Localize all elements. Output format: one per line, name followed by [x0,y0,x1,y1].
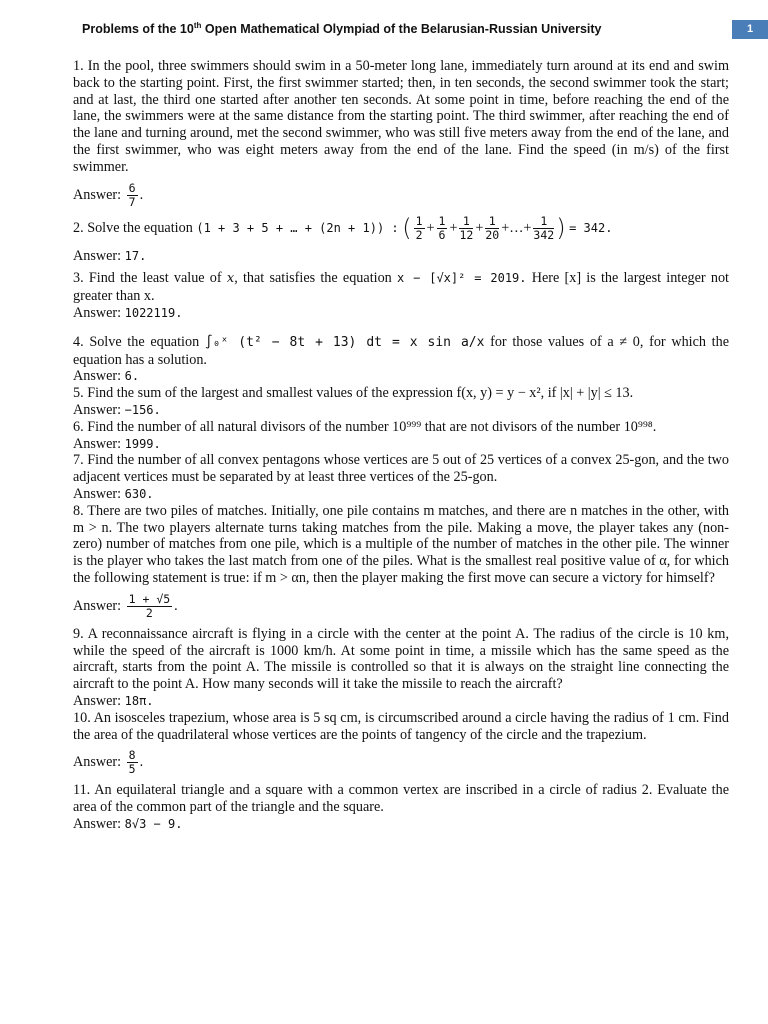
problem-11-text: 11. An equilateral triangle and a square with a common vertex are inscribed in a circle of radius 2. Evaluate the area of the common part of the triangle and the square. [73,782,729,816]
problem-2-answer: Answer: 17. [73,247,147,264]
problem-6-text: 6. Find the number of all natural divisors of the number 10⁹⁹⁹ that are not divisors of the number 10⁹⁹⁸. [73,418,657,435]
problem-4-answer: Answer: 6. [73,368,140,385]
problem-9-text: 9. A reconnaissance aircraft is flying in a circle with the center at the point A. The radius of the circle is 10 km, while the speed of the aircraft is 1000 km/h. At some point in time, a missile which has the same speed as the aircraft, starts from the point A. The missile is controlled so that it is always on the straight line connecting the aircraft to the point A. How many seconds will it take the missile to reach the aircraft? [73,625,729,693]
page-number-badge: 1 [732,20,768,39]
problem-8-answer: Answer: $\frac{1 + √5}{2}$ . [73,591,178,620]
problem-1-text: 1. In the pool, three swimmers should swim in a 50-meter long lane, immediately turn around at its end and swim back to the starting point. First, the first swimmer started; then, in ten seconds, the second swimmer took the start; and at last, the third one started after another ten seconds. At some point in time, before reaching the end of the lane, the swimmers were at the same distance from the starting point. The third swimmer, after reaching the end of the lane and turning around, met the second swimmer, who was still five meters away from the end of the lane, and the first swimmer, who was eight meters away from the end of the lane. Find the speed (in m/s) of the first swimmer. [73,58,729,175]
problem-3-answer: Answer: 1022119. [73,304,183,321]
problem-7-text: 7. Find the number of all convex pentagons whose vertices are 5 out of 25 vertices of a convex 25-gon, and the two adjacent vertices must be separated by at least three vertices of the 25-gon. [73,452,729,486]
problem-7-answer: Answer: 630. [73,485,154,502]
problem-11-answer: Answer: 8√3 − 9. [73,815,183,832]
problem-8-text: 8. There are two piles of matches. Initially, one pile contains m matches, and there are n matches in the other, with m > n. The two players alternate turns taking matches from the pile. Making a move, the player takes any (non-zero) number of matches from one pile, which is a multiple of the number of matches in the other pile. The winner is the player who takes the last match from one of the piles. What is the smallest real positive value of α, for which the following statement is true: if m > αn, then the player making the first move can secure a victory for himself? [73,502,729,586]
problem-list [73,58,729,833]
problem-5-answer: Answer: −156. [73,401,161,418]
document-title: Problems of the 10th Open Mathematical Olympiad of the Belarusian-Russian University [82,21,602,37]
problem-9-answer: Answer: 18π. [73,692,154,709]
problem-10-text: 10. An isosceles trapezium, whose area is 5 sq cm, is circumscribed around a circle having the radius of 1 cm. Find the area of the quadrilateral whose vertices are the points of tangency of the circle and the trapezium. [73,709,729,743]
page-header [0,0,768,44]
problem-5-text: 5. Find the sum of the largest and smallest values of the expression f(x, y) = y − x², if |x| + |y| ≤ 13. [73,385,634,402]
problem-10-answer: Answer: $\frac{8}{5}$ . [73,748,144,777]
problem-3-text: 3. Find the least value of x, that satisfies the equation x − [√x]² = 2019. Here [x] is the largest integer not greater than x. [73,270,730,305]
problem-6-answer: Answer: 1999. [73,435,161,452]
problem-4-text: 4. Solve the equation ∫₀ˣ (t² − 8t + 13) dt = x sin a/x for those values of a ≠ 0, for which the equation has a solution. [73,333,730,368]
problem-2-text: 2. Solve the equation (1 + 3 + 5 + … + (2n + 1)) : ( $\frac{1}{2}$ + $\frac{1}{6}$ + $\frac{1}{12}$ + $\frac{1}{20}$ +…+ $\frac{1}{342}$ ) = 342. [73,213,613,242]
problem-1-answer: Answer: $\frac{6}{7}$ . [73,180,144,209]
